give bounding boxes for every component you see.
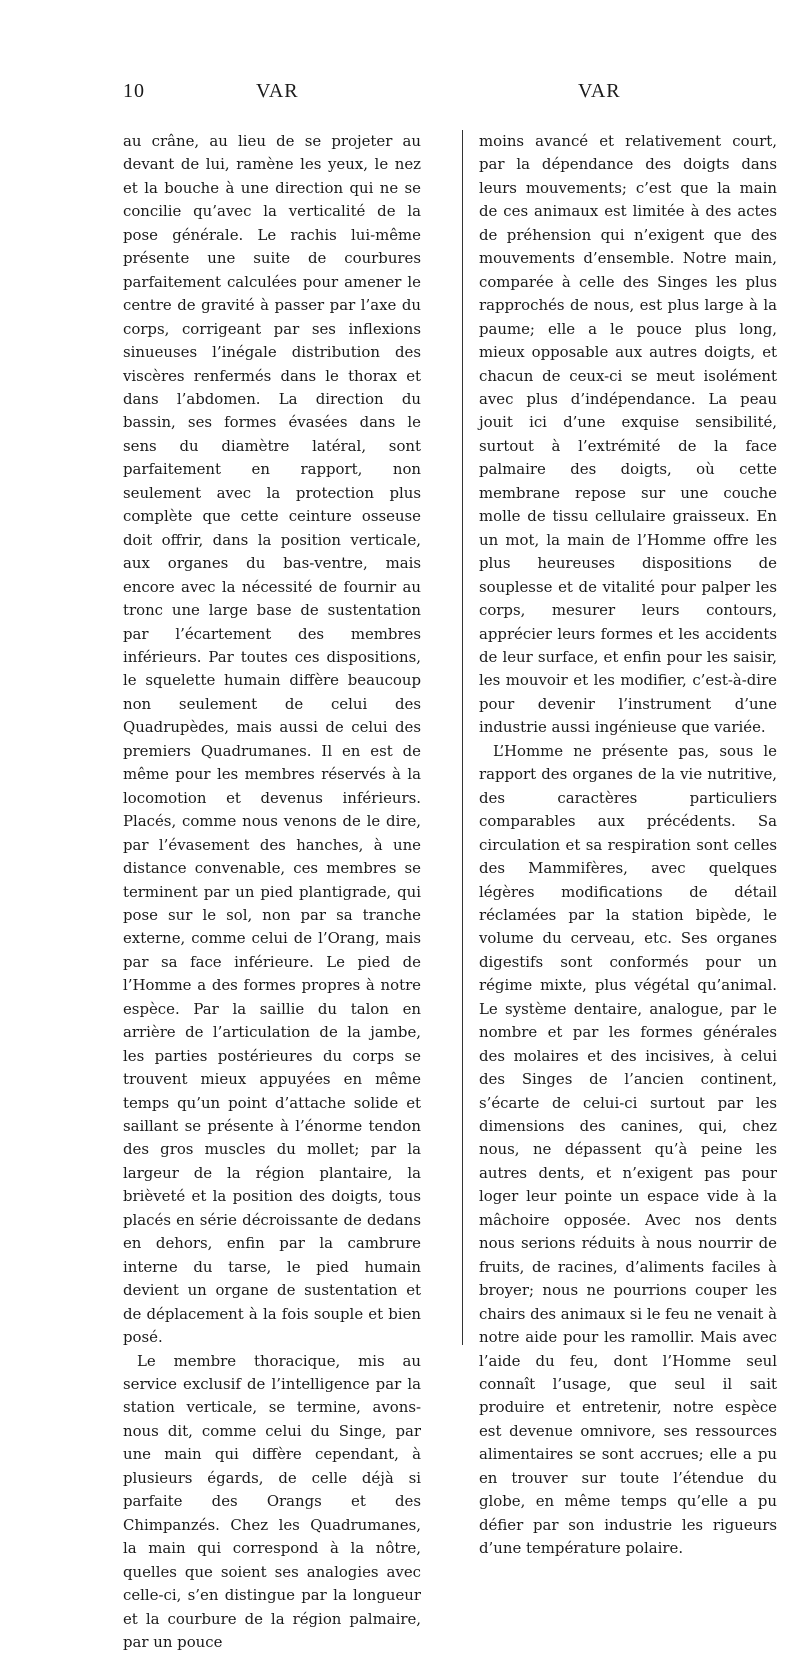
left-column (123, 130, 421, 1654)
paragraph: L’Homme ne présente pas, sous le rapport des organes de la vie nutritive, des caractères particuliers comparables aux précédents. Sa circulation et sa respiration sont celles des Mammifères, avec quelques légères modifications de détail réclamées par la station bipède, le volume du cerveau, etc. Ses organes digestifs sont conformés pour un régime mixte, plus végétal qu’animal. Le système dentaire, analogue, par le nombre et par les formes générales des molaires et des incisives, à celui des Singes de l’ancien continent, s’écarte de celui-ci surtout par les dimensions des canines, qui, chez nous, ne dépassent qu’à peine les autres dents, et n’exigent pas pour loger leur pointe un espace vide à la mâchoire opposée. Avec nos dents nous serions réduits à nous nourrir de fruits, de racines, d’aliments faciles à broyer; nous ne pourrions couper les chairs des animaux si le feu ne venait à notre aide pour les ramollir. Mais avec l’aide du feu, dont l’Homme seul connaît l’usage, que seul il sait produire et entretenir, notre espèce est devenue omnivore, ses ressources alimentaires se sont accrues; elle a pu en trouver sur toute l’étendue du globe, en même temps qu’elle a pu défier par son industrie les rigueurs d’une température polaire. (479, 741, 778, 1558)
page-header (0, 80, 800, 114)
running-head-left: VAR (256, 80, 299, 102)
paragraph: au crâne, au lieu de se projeter au devant de lui, ramène les yeux, le nez et la bouche à une direction qui ne se concilie qu’avec la verticalité de la pose générale. Le rachis lui-même présente une suite de courbures parfaitement calculées pour amener le centre de gravité à passer par l’axe du corps, corrigeant par ses inflexions sinueuses l’inégale distribution des viscères renfermés dans le thorax et dans l’abdomen. La direction du bassin, ses formes évasées dans le sens du diamètre latéral, sont parfaitement en rapport, non seulement avec la protection plus complète que cette ceinture osseuse doit offrir, dans la position verticale, aux organes du bas-ventre, mais encore avec la nécessité de fournir au tronc une large base de sustentation par l’écartement des membres inférieurs. Par toutes ces dispositions, le squelette humain diffère beaucoup non seulement de celui des Quadrupèdes, mais aussi de celui des premiers Quadrumanes. Il en est de même pour les membres réservés à la locomotion et devenus inférieurs. Placés, comme nous venons de le dire, par l’évasement des hanches, à une distance convenable, ces membres se terminent par un pied plantigrade, qui pose sur le sol, non par sa tranche externe, comme celui de l’Orang, mais par sa face inférieure. Le pied de l’Homme a des formes propres à notre espèce. Par la saillie du talon en arrière de l’articulation de la jambe, les parties postérieures du corps se trouvent mieux appuyées en même temps qu’un point d’attache solide et saillant se présente à l’énorme tendon des gros muscles du mollet; par la largeur de la région plantaire, la brièveté et la position des doigts, tous placés en série décroissante de dedans en dehors, enfin par la cambrure interne du tarse, le pied humain devient un organe de sustentation et de déplacement à la fois souple et bien posé. (123, 132, 421, 1347)
right-column (479, 130, 777, 1561)
paragraph: moins avancé et relativement court, par la dépendance des doigts dans leurs mouvements; c’est que la main de ces animaux est limitée à des actes de préhension qui n’exigent que des mouvements d’ensemble. Notre main, comparée à celle des Singes les plus rapprochés de nous, est plus large à la paume; elle a le pouce plus long, mieux opposable aux autres doigts, et chacun de ceux-ci se meut isolément avec plus d’indépendance. La peau jouit ici d’une exquise sensibilité, surtout à l’extrémité de la face palmaire des doigts, où cette membrane repose sur une couche molle de tissu cellulaire graisseux. En un mot, la main de l’Homme offre les plus heureuses dispositions de souplesse et de vitalité pour palper les corps, mesurer leurs contours, apprécier leurs formes et les accidents de leur surface, et enfin pour les saisir, les mouvoir et les modifier, c’est-à-dire pour devenir l’instrument d’une industrie aussi ingénieuse que variée. (479, 132, 777, 737)
page-number: 10 (123, 80, 145, 102)
paragraph: Le membre thoracique, mis au service exclusif de l’intelligence par la station verticale, se termine, avons-nous dit, comme celui du Singe, par une main qui diffère cependant, à plusieurs égards, de celle déjà si parfaite des Orangs et des Chimpanzés. Chez les Quadrumanes, la main qui correspond à la nôtre, quelles que soient ses analogies avec celle-ci, s’en distingue par la longueur et la courbure de la région palmaire, par un pouce (123, 1351, 421, 1651)
running-head-right: VAR (578, 80, 621, 102)
column-divider (462, 130, 463, 1345)
